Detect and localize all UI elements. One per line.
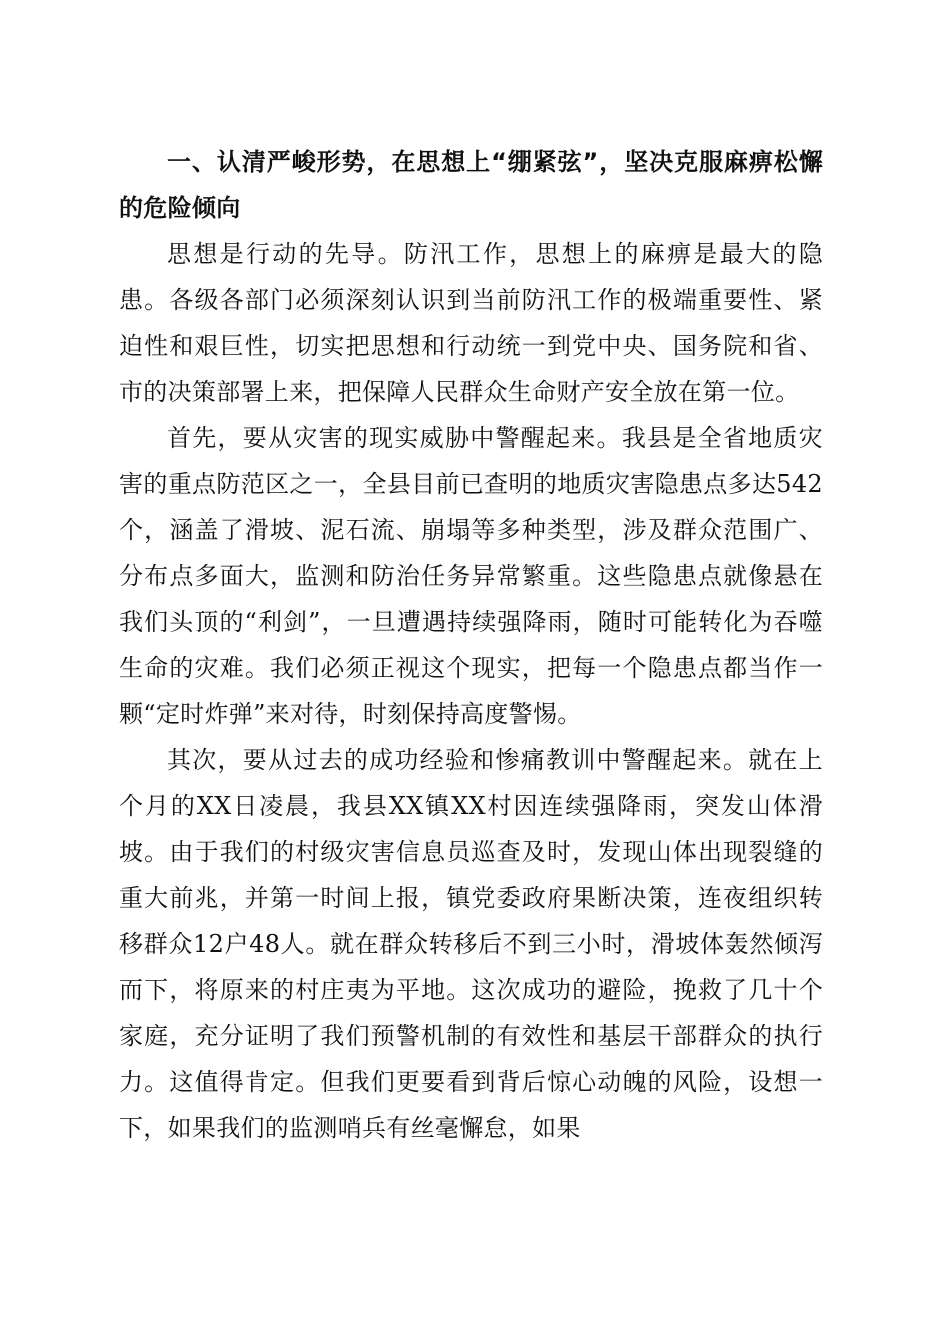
paragraph-second: 其次，要从过去的成功经验和惨痛教训中警醒起来。就在上个月的XX日凌晨，我县XX镇XX村因连续强降雨，突发山体滑坡。由于我们的村级灾害信息员巡查及时，发现山体出现裂缝的重大前兆，并第一时间上报，镇党委政府果断决策，连夜组织转移群众12户48人。就在群众转移后不到三小时，滑坡体轰然倾泻而下，将原来的村庄夷为平地。这次成功的避险，挽救了几十个家庭，充分证明了我们预警机制的有效性和基层干部群众的执行力。这值得肯定。但我们更要看到背后惊心动魄的风险，设想一下，如果我们的监测哨兵有丝毫懈怠，如果 [119,746,823,1142]
paragraph-intro: 思想是行动的先导。防汛工作，思想上的麻痹是最大的隐患。各级各部门必须深刻认识到当前防汛工作的极端重要性、紧迫性和艰巨性，切实把思想和行动统一到党中央、国务院和省、市的决策部署上来，把保障人民群众生命财产安全放在第一位。 [119,240,823,406]
section-heading: 一、认清严峻形势，在思想上“绷紧弦”，坚决克服麻痹松懈的危险倾向 [119,148,823,222]
document-body [119,139,823,1151]
paragraph-first: 首先，要从灾害的现实威胁中警醒起来。我县是全省地质灾害的重点防范区之一，全县目前已查明的地质灾害隐患点多达542个，涵盖了滑坡、泥石流、崩塌等多种类型，涉及群众范围广、分布点多面大，监测和防治任务异常繁重。这些隐患点就像悬在我们头顶的“利剑”，一旦遭遇持续强降雨，随时可能转化为吞噬生命的灾难。我们必须正视这个现实，把每一个隐患点都当作一颗“定时炸弹”来对待，时刻保持高度警惕。 [119,424,823,728]
